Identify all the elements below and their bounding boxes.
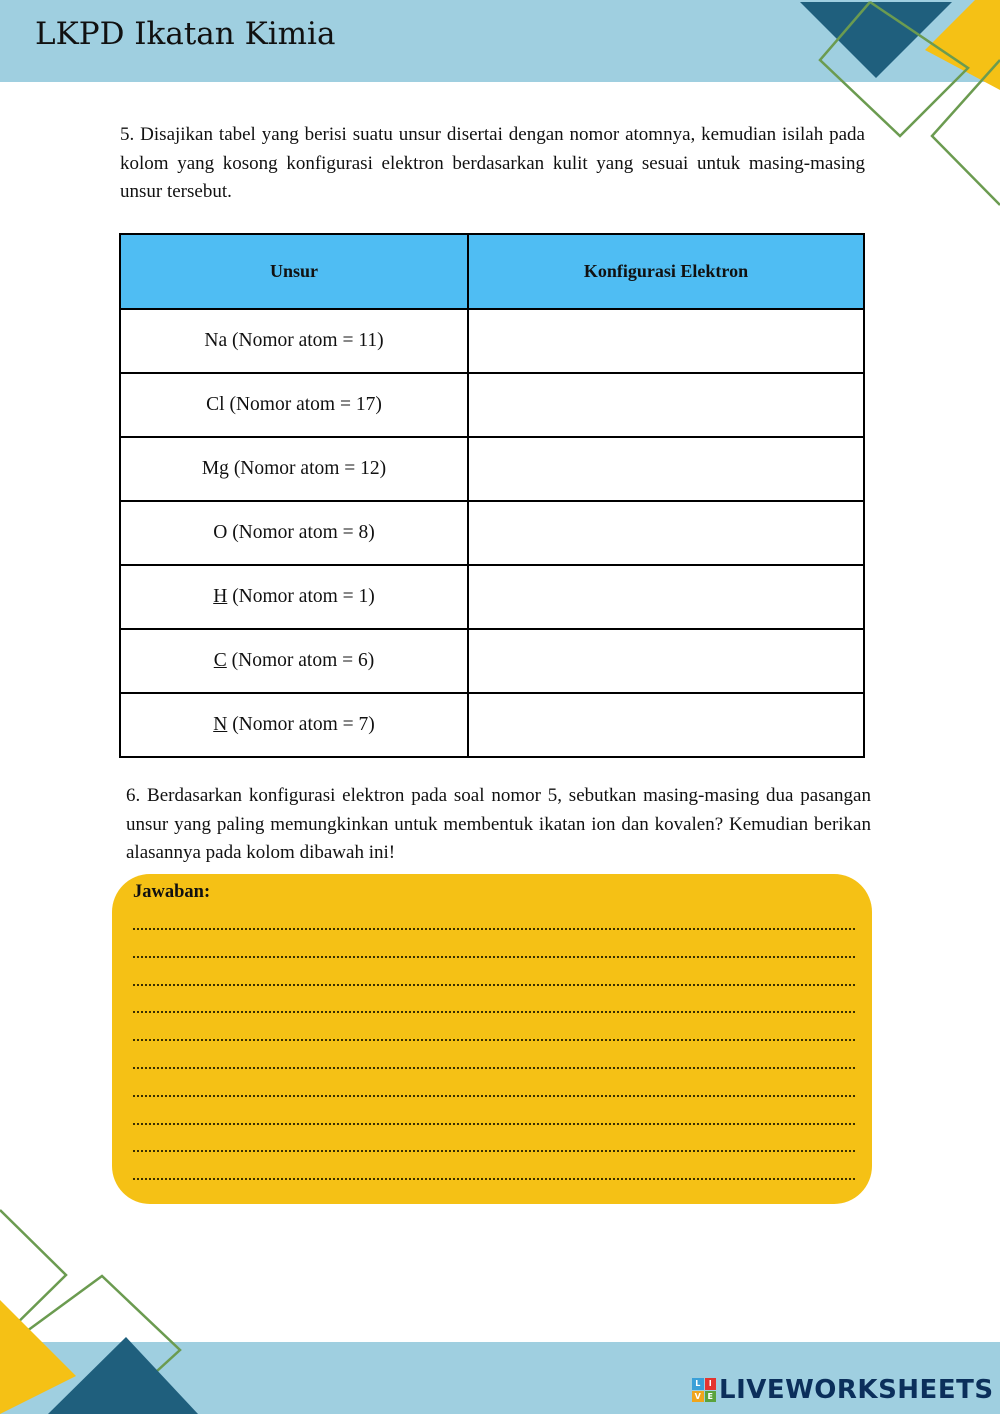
answer-label: Jawaban: <box>133 882 211 902</box>
configuration-answer-field[interactable] <box>468 309 864 373</box>
element-cell <box>120 565 468 629</box>
element-cell <box>120 373 468 437</box>
table-row <box>120 309 864 373</box>
answer-dotted-line[interactable] <box>133 956 855 958</box>
element-cell <box>120 501 468 565</box>
answer-dotted-line[interactable] <box>133 928 855 930</box>
element-atomic-number: (Nomor atom = 8) <box>227 522 375 543</box>
element-atomic-number: (Nomor atom = 12) <box>228 458 387 479</box>
element-symbol: N <box>213 714 228 735</box>
logo-letter: V <box>692 1391 704 1403</box>
element-symbol: Mg <box>201 458 229 479</box>
answer-dotted-line[interactable] <box>133 1123 855 1125</box>
question-5-text: 5. Disajikan tabel yang berisi suatu unsur disertai dengan nomor atomnya, kemudian isilah pada kolom yang kosong konfigurasi elektron berdasarkan kulit yang sesuai untuk masing-masing unsur tersebut. <box>120 124 865 202</box>
element-atomic-number: (Nomor atom = 6) <box>226 650 375 671</box>
table-row <box>120 565 864 629</box>
element-symbol: H <box>213 586 228 607</box>
element-atomic-number: (Nomor atom = 1) <box>227 586 375 607</box>
answer-dotted-line[interactable] <box>133 1039 855 1041</box>
table-row <box>120 501 864 565</box>
logo-letter: E <box>705 1391 717 1403</box>
element-cell <box>120 437 468 501</box>
table-row <box>120 373 864 437</box>
element-atomic-number: (Nomor atom = 17) <box>224 394 382 415</box>
answer-dotted-line[interactable] <box>133 1095 855 1097</box>
element-symbol: Na <box>204 330 228 351</box>
answer-box[interactable] <box>112 874 872 1204</box>
logo-letter: I <box>705 1378 717 1390</box>
configuration-answer-field[interactable] <box>468 629 864 693</box>
column-header-konfigurasi: Konfigurasi Elektron <box>468 234 864 309</box>
element-cell <box>120 309 468 373</box>
answer-dotted-line[interactable] <box>133 1011 855 1013</box>
table-row <box>120 693 864 757</box>
answer-dotted-line[interactable] <box>133 1067 855 1069</box>
table-row <box>120 629 864 693</box>
liveworksheets-logo-text: LIVEWORKSHEETS <box>719 1375 994 1405</box>
question-6-text: 6. Berdasarkan konfigurasi elektron pada soal nomor 5, sebutkan masing-masing dua pasangan unsur yang paling memungkinkan untuk membentuk ikatan ion dan kovalen? Kemudian berikan alasannya pada kolom dibawah ini! <box>126 785 871 863</box>
element-symbol: Cl <box>206 394 225 415</box>
column-header-unsur: Unsur <box>120 234 468 309</box>
element-symbol: O <box>213 522 228 543</box>
configuration-answer-field[interactable] <box>468 373 864 437</box>
table-header-row <box>120 234 864 309</box>
element-cell <box>120 629 468 693</box>
configuration-answer-field[interactable] <box>468 565 864 629</box>
answer-dotted-line[interactable] <box>133 1150 855 1152</box>
answer-dotted-line[interactable] <box>133 1178 855 1180</box>
element-atomic-number: (Nomor atom = 7) <box>227 714 375 735</box>
configuration-answer-field[interactable] <box>468 693 864 757</box>
liveworksheets-logo <box>692 1374 994 1406</box>
element-cell <box>120 693 468 757</box>
configuration-answer-field[interactable] <box>468 437 864 501</box>
liveworksheets-logo-icon <box>692 1378 716 1402</box>
element-table <box>119 233 865 758</box>
table-row <box>120 437 864 501</box>
element-atomic-number: (Nomor atom = 11) <box>227 330 384 351</box>
configuration-answer-field[interactable] <box>468 501 864 565</box>
logo-letter: L <box>692 1378 704 1390</box>
answer-dotted-line[interactable] <box>133 984 855 986</box>
element-symbol: C <box>213 650 227 671</box>
deco-bottom-green-outline <box>0 1210 66 1340</box>
page-title: LKPD Ikatan Kimia <box>35 16 336 52</box>
